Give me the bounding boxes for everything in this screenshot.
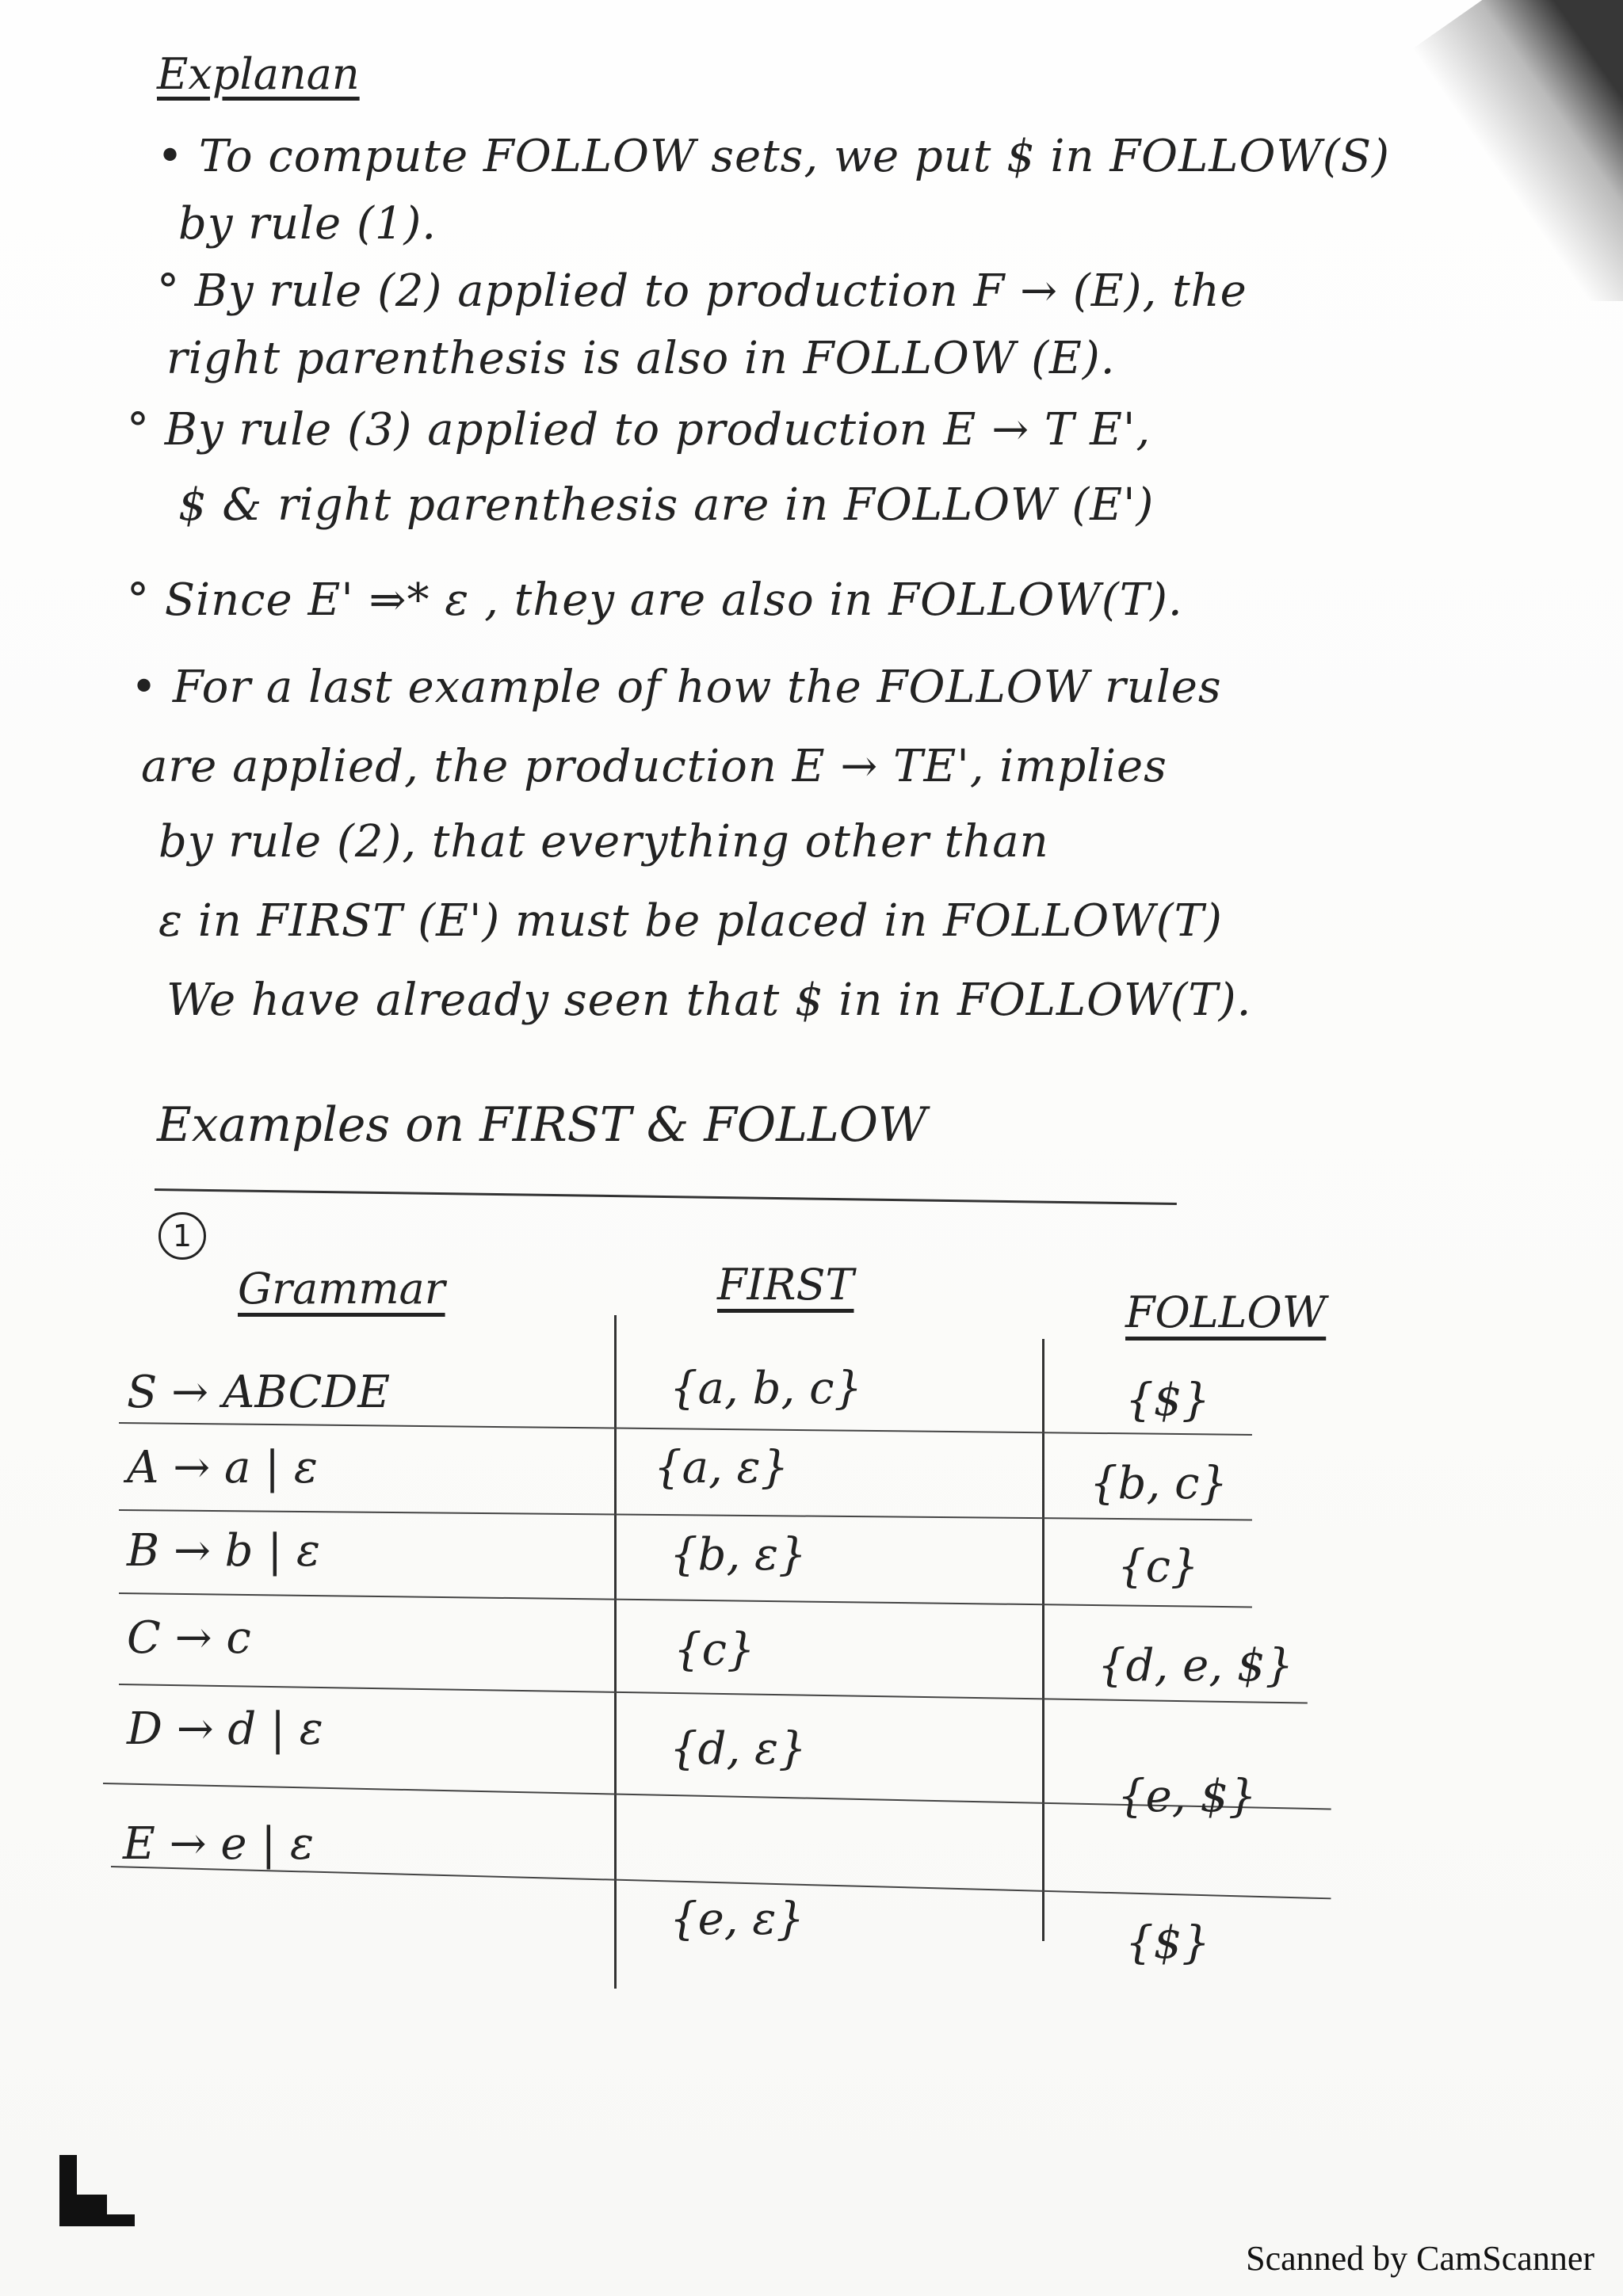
table-cell-first-3: {b, ε} xyxy=(670,1529,807,1581)
explanation-line-4: right parenthesis is also in FOLLOW (E). xyxy=(166,333,1116,384)
explanation-line-10: by rule (2), that everything other than xyxy=(158,816,1049,868)
examples-title-underline xyxy=(155,1188,1177,1205)
table-cell-first-5: {d, ε} xyxy=(670,1723,807,1775)
scanner-watermark: Scanned by CamScanner xyxy=(1246,2239,1594,2278)
page-edge-mark-base xyxy=(59,2214,135,2226)
explanation-line-11: ε in FIRST (E') must be placed in FOLLOW(T) xyxy=(158,895,1223,947)
explanation-line-9: are applied, the production E → TE', implies xyxy=(141,741,1167,792)
table-cell-follow-6: {$} xyxy=(1125,1917,1210,1969)
explanation-line-6: $ & right parenthesis are in FOLLOW (E') xyxy=(178,479,1155,531)
table-cell-grammar-3: B → b | ε xyxy=(127,1525,321,1577)
table-row-divider-1 xyxy=(119,1422,1252,1436)
table-cell-grammar-5: D → d | ε xyxy=(127,1703,323,1755)
explanation-line-1: • To compute FOLLOW sets, we put $ in FOLLOW(S) xyxy=(157,131,1390,182)
explanation-line-3: ° By rule (2) applied to production F → (E), the xyxy=(157,265,1247,317)
column-header-first: FIRST xyxy=(717,1260,854,1310)
column-header-follow: FOLLOW xyxy=(1125,1287,1327,1337)
examples-title: Examples on FIRST & FOLLOW xyxy=(157,1097,927,1153)
table-row-divider-2 xyxy=(119,1509,1252,1520)
table-cell-first-2: {a, ε} xyxy=(654,1442,789,1493)
table-column-divider-2 xyxy=(1042,1339,1044,1941)
table-cell-first-6: {e, ε} xyxy=(670,1894,805,1945)
explanation-line-2: by rule (1). xyxy=(178,198,437,250)
explanation-line-5: ° By rule (3) applied to production E → T E', xyxy=(127,404,1151,456)
column-header-grammar: Grammar xyxy=(238,1264,445,1314)
table-cell-grammar-2: A → a | ε xyxy=(127,1442,318,1493)
explanation-line-8: • For a last example of how the FOLLOW rules xyxy=(131,662,1222,713)
table-cell-grammar-6: E → e | ε xyxy=(123,1818,315,1870)
table-cell-first-4: {c} xyxy=(674,1624,755,1676)
explanation-heading: Explanan xyxy=(157,49,360,99)
table-cell-follow-5: {e, $} xyxy=(1117,1771,1257,1822)
page-corner-shadow xyxy=(1385,0,1623,301)
table-cell-follow-1: {$} xyxy=(1125,1375,1210,1426)
table-cell-first-1: {a, b, c} xyxy=(670,1363,863,1414)
explanation-line-12: We have already seen that $ in in FOLLOW(T). xyxy=(166,974,1252,1026)
example-number-circle: 1 xyxy=(158,1212,206,1260)
explanation-line-7: ° Since E' ⇒* ε , they are also in FOLLOW(T). xyxy=(127,574,1183,626)
table-cell-grammar-1: S → ABCDE xyxy=(127,1367,391,1418)
table-cell-follow-2: {b, c} xyxy=(1090,1458,1228,1509)
table-column-divider-1 xyxy=(614,1315,617,1989)
table-row-divider-3 xyxy=(119,1592,1252,1608)
table-cell-follow-4: {d, e, $} xyxy=(1098,1640,1294,1691)
table-cell-follow-3: {c} xyxy=(1117,1541,1199,1592)
table-cell-grammar-4: C → c xyxy=(127,1612,251,1664)
